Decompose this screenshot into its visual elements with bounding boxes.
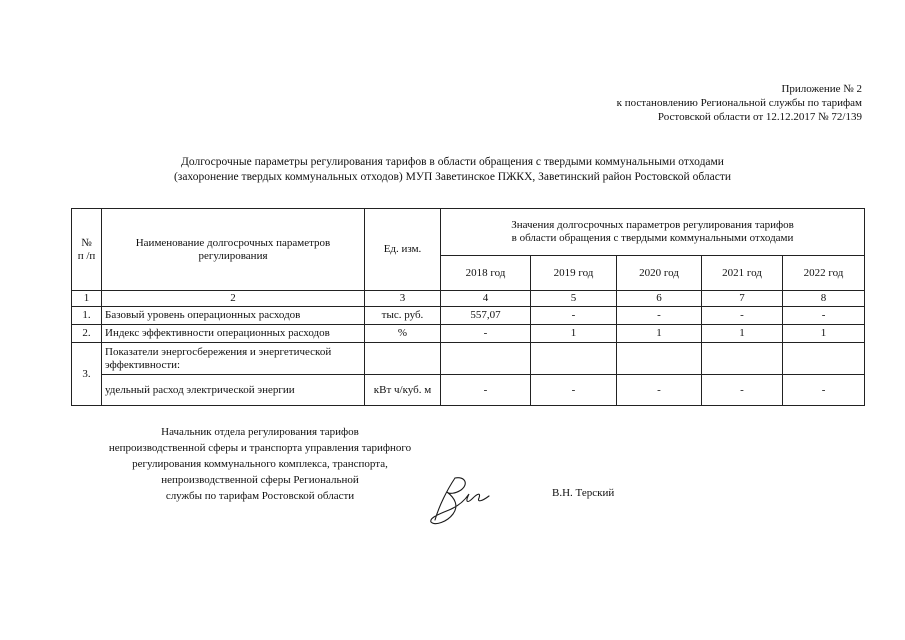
row-value: - (783, 307, 865, 325)
signatory-position (70, 424, 450, 504)
row-number: 3. (72, 343, 102, 406)
appendix-header (617, 82, 862, 124)
row-value: - (531, 375, 617, 406)
year-2019: 2019 год (531, 256, 617, 291)
year-2021: 2021 год (702, 256, 783, 291)
col-number: 7 (702, 291, 783, 307)
col-number: 1 (72, 291, 102, 307)
column-numbers-row (72, 291, 865, 307)
row-unit: % (365, 325, 441, 343)
handwritten-signature (425, 470, 495, 532)
row-name: Индекс эффективности операционных расходов (102, 325, 365, 343)
parameters-table (71, 208, 865, 406)
table-row (72, 375, 865, 406)
header-unit: Ед. изм. (365, 209, 441, 291)
header-name-line-2: регулирования (198, 249, 268, 262)
appendix-date: Ростовской области от 12.12.2017 № 72/139 (657, 111, 862, 123)
row-value (441, 343, 531, 375)
appendix-title: Приложение № 2 (781, 83, 862, 95)
year-2020: 2020 год (617, 256, 702, 291)
row-value (617, 343, 702, 375)
header-number-line-2: п /п (77, 249, 96, 262)
row-value: - (617, 307, 702, 325)
header-number-line-1: № (81, 236, 92, 249)
row-value: 1 (783, 325, 865, 343)
header-row (72, 209, 865, 256)
document-title (0, 155, 905, 185)
row-number: 1. (72, 307, 102, 325)
header-values-line-1: Значения долгосрочных параметров регулирования тарифов (511, 219, 794, 231)
row-value: 1 (531, 325, 617, 343)
position-line-2: непроизводственной сферы и транспорта управления тарифного (108, 442, 412, 454)
table-row (72, 343, 865, 375)
row-value: - (531, 307, 617, 325)
year-2018: 2018 год (441, 256, 531, 291)
header-values-line-2: в области обращения с твердыми коммунальными отходами (511, 232, 794, 244)
col-number: 3 (365, 291, 441, 307)
row-value: - (441, 325, 531, 343)
row-name: Показатели энергосбережения и энергетической эффективности: (102, 343, 365, 375)
position-line-1: Начальник отдела регулирования тарифов (161, 426, 359, 438)
year-2022: 2022 год (783, 256, 865, 291)
header-name (102, 209, 365, 291)
row-value (531, 343, 617, 375)
row-unit: тыс. руб. (365, 307, 441, 325)
row-unit: кВт ч/куб. м (365, 375, 441, 406)
row-unit (365, 343, 441, 375)
row-name: Базовый уровень операционных расходов (102, 307, 365, 325)
table-row (72, 325, 865, 343)
col-number: 8 (783, 291, 865, 307)
row-value (702, 343, 783, 375)
position-line-3: регулирования коммунального комплекса, транспорта, (132, 458, 388, 470)
title-line-2: (захоронение твердых коммунальных отходов) МУП Заветинское ПЖКХ, Заветинский район Ростовской области (173, 171, 732, 183)
title-line-1: Долгосрочные параметры регулирования тарифов в области обращения с твердыми коммунальными отходами (181, 156, 724, 168)
header-name-line-1: Наименование долгосрочных параметров (135, 236, 331, 249)
col-number: 5 (531, 291, 617, 307)
col-number: 2 (102, 291, 365, 307)
header-values (441, 209, 865, 256)
table-row (72, 307, 865, 325)
row-value: 1 (702, 325, 783, 343)
row-name: удельный расход электрической энергии (102, 375, 365, 406)
row-number: 2. (72, 325, 102, 343)
position-line-4: непроизводственной сферы Региональной (161, 474, 359, 486)
row-value: 557,07 (441, 307, 531, 325)
row-value: - (617, 375, 702, 406)
row-value: - (441, 375, 531, 406)
appendix-reference: к постановлению Региональной службы по тарифам (616, 97, 862, 109)
header-number (72, 209, 102, 291)
signer-name: В.Н. Терский (552, 487, 615, 499)
row-value: - (783, 375, 865, 406)
col-number: 4 (441, 291, 531, 307)
position-line-5: службы по тарифам Ростовской области (165, 490, 355, 502)
row-value: - (702, 307, 783, 325)
col-number: 6 (617, 291, 702, 307)
row-value: 1 (617, 325, 702, 343)
row-value: - (702, 375, 783, 406)
row-value (783, 343, 865, 375)
